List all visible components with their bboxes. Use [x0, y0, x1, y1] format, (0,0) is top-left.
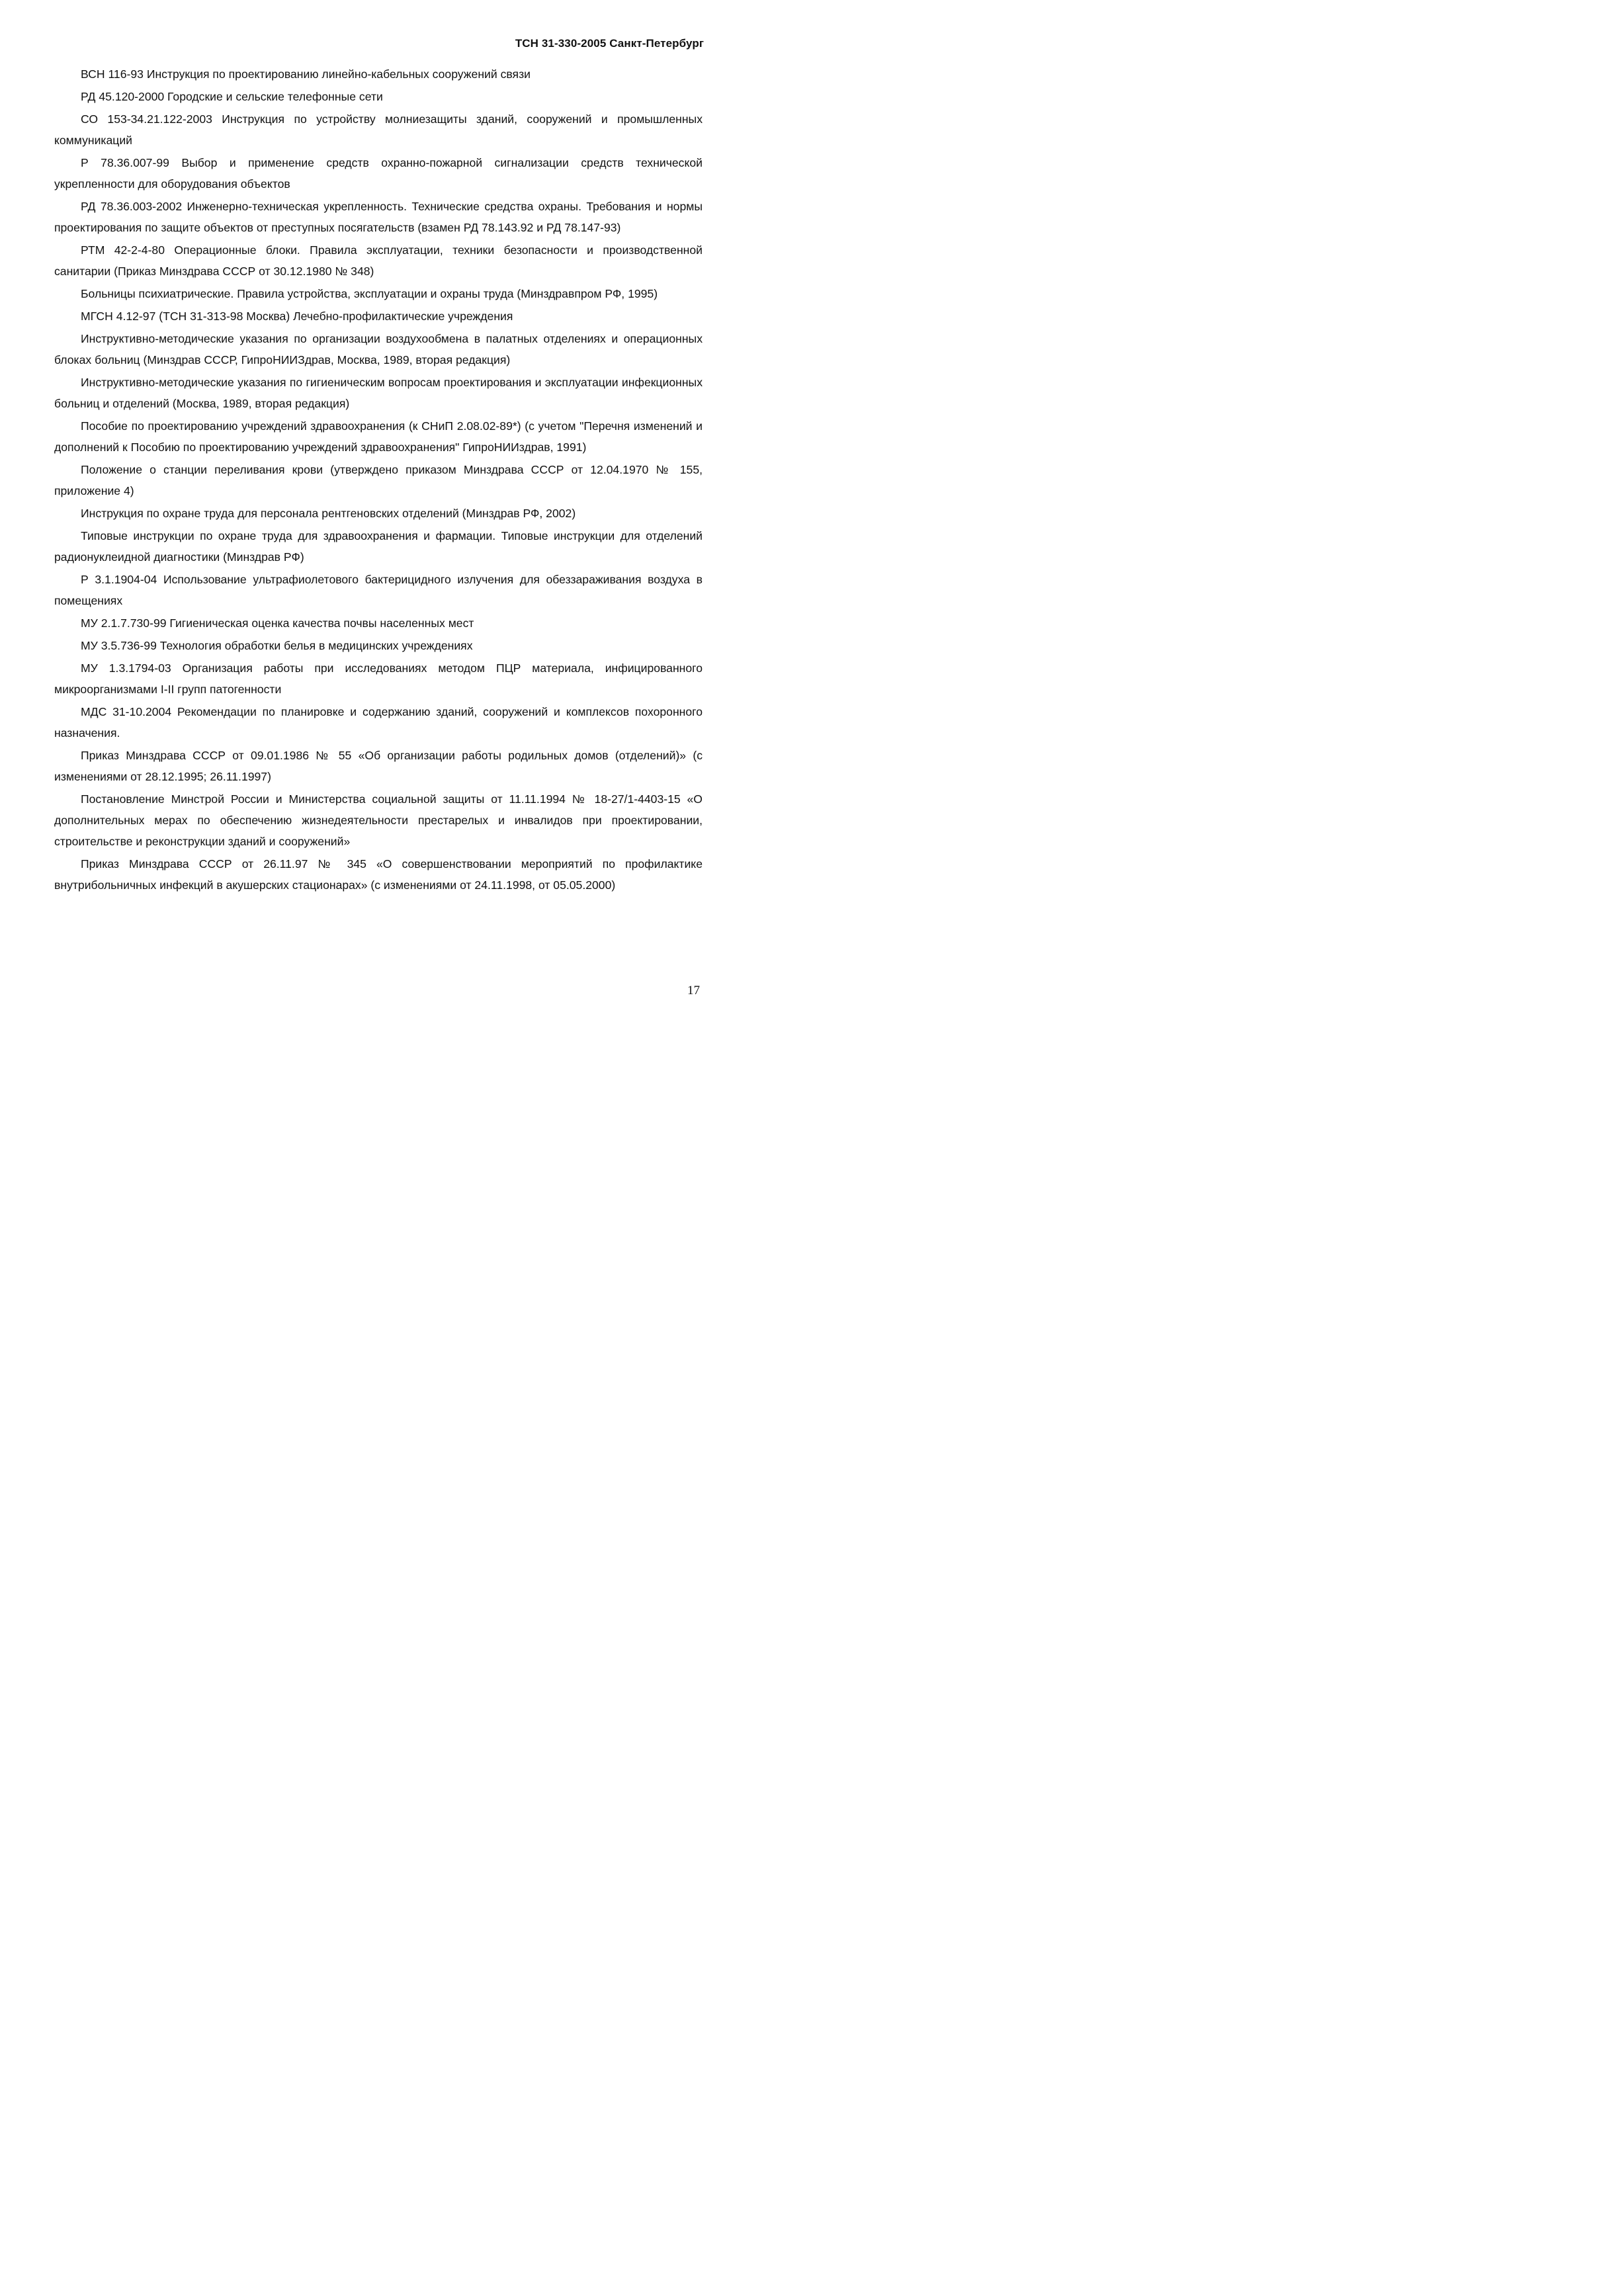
reference-item: Приказ Минздрава СССР от 09.01.1986 № 55 «Об организации работы родильных домов (отделений)» (с изменениями от 28.12.1995; 26.11.1997) — [54, 749, 703, 783]
reference-item: РД 45.120-2000 Городские и сельские телефонные сети — [81, 90, 383, 103]
reference-item: Больницы психиатрические. Правила устройства, эксплуатации и охраны труда (Минздравпром РФ, 1995) — [81, 287, 658, 300]
page-number: 17 — [687, 984, 700, 997]
reference-item: РТМ 42-2-4-80 Операционные блоки. Правила эксплуатации, техники безопасности и производственной санитарии (Приказ Минздрава СССР от 30.12.1980 № 348) — [54, 243, 703, 278]
reference-item: Инструктивно-методические указания по гигиеническим вопросам проектирования и эксплуатации инфекционных больниц и отделений (Москва, 1989, вторая редакция) — [54, 376, 703, 410]
reference-item: Р 3.1.1904-04 Использование ультрафиолетового бактерицидного излучения для обеззараживания воздуха в помещениях — [54, 573, 703, 607]
reference-item: МДС 31-10.2004 Рекомендации по планировке и содержанию зданий, сооружений и комплексов похоронного назначения. — [54, 705, 703, 740]
reference-item: МГСН 4.12-97 (ТСН 31-313-98 Москва) Лечебно-профилактические учреждения — [81, 310, 513, 323]
reference-item: РД 78.36.003-2002 Инженерно-техническая укрепленность. Технические средства охраны. Требования и нормы проектирования по защите объектов от преступных посягательств (взамен РД 78.143.92 и РД 78.147-93) — [54, 200, 703, 234]
reference-item: МУ 3.5.736-99 Технология обработки белья в медицинских учреждениях — [81, 639, 473, 652]
document-header: ТСН 31-330-2005 Санкт-Петербург — [515, 37, 704, 50]
reference-item: Р 78.36.007-99 Выбор и применение средств охранно-пожарной сигнализации средств технической укрепленности для оборудования объектов — [54, 156, 703, 191]
reference-item: Приказ Минздрава СССР от 26.11.97 № 345 «О совершенствовании мероприятий по профилактике внутрибольничных инфекций в акушерских стационарах» (с изменениями от 24.11.1998, от 05.05.2000) — [54, 857, 703, 892]
reference-item: МУ 2.1.7.730-99 Гигиеническая оценка качества почвы населенных мест — [81, 616, 474, 630]
reference-item: МУ 1.3.1794-03 Организация работы при исследованиях методом ПЦР материала, инфицированного микроорганизмами I-II групп патогенности — [54, 661, 703, 696]
reference-item: Инструктивно-методические указания по организации воздухообмена в палатных отделениях и операционных блоках больниц (Минздрав СССР, ГипроНИИЗдрав, Москва, 1989, вторая редакция) — [54, 332, 703, 366]
reference-list — [54, 64, 703, 897]
reference-item: Постановление Минстрой России и Министерства социальной защиты от 11.11.1994 № 18-27/1-4403-15 «О дополнительных мерах по обеспечению жизнедеятельности престарелых и инвалидов при проектировании, строительстве и реконструкции зданий и сооружений» — [54, 792, 703, 848]
reference-item: Положение о станции переливания крови (утверждено приказом Минздрава СССР от 12.04.1970 № 155, приложение 4) — [54, 463, 703, 497]
reference-item: Инструкция по охране труда для персонала рентгеновских отделений (Минздрав РФ, 2002) — [81, 507, 576, 520]
reference-item: Типовые инструкции по охране труда для здравоохранения и фармации. Типовые инструкции для отделений радионуклеидной диагностики (Минздрав РФ) — [54, 529, 703, 564]
reference-item: Пособие по проектированию учреждений здравоохранения (к СНиП 2.08.02-89*) (с учетом "Перечня изменений и дополнений к Пособию по проектированию учреждений здравоохранения" ГипроНИИздрав, 1991) — [54, 419, 703, 454]
reference-item: СО 153-34.21.122-2003 Инструкция по устройству молниезащиты зданий, сооружений и промышленных коммуникаций — [54, 112, 703, 147]
reference-item: ВСН 116-93 Инструкция по проектированию линейно-кабельных сооружений связи — [81, 67, 531, 81]
